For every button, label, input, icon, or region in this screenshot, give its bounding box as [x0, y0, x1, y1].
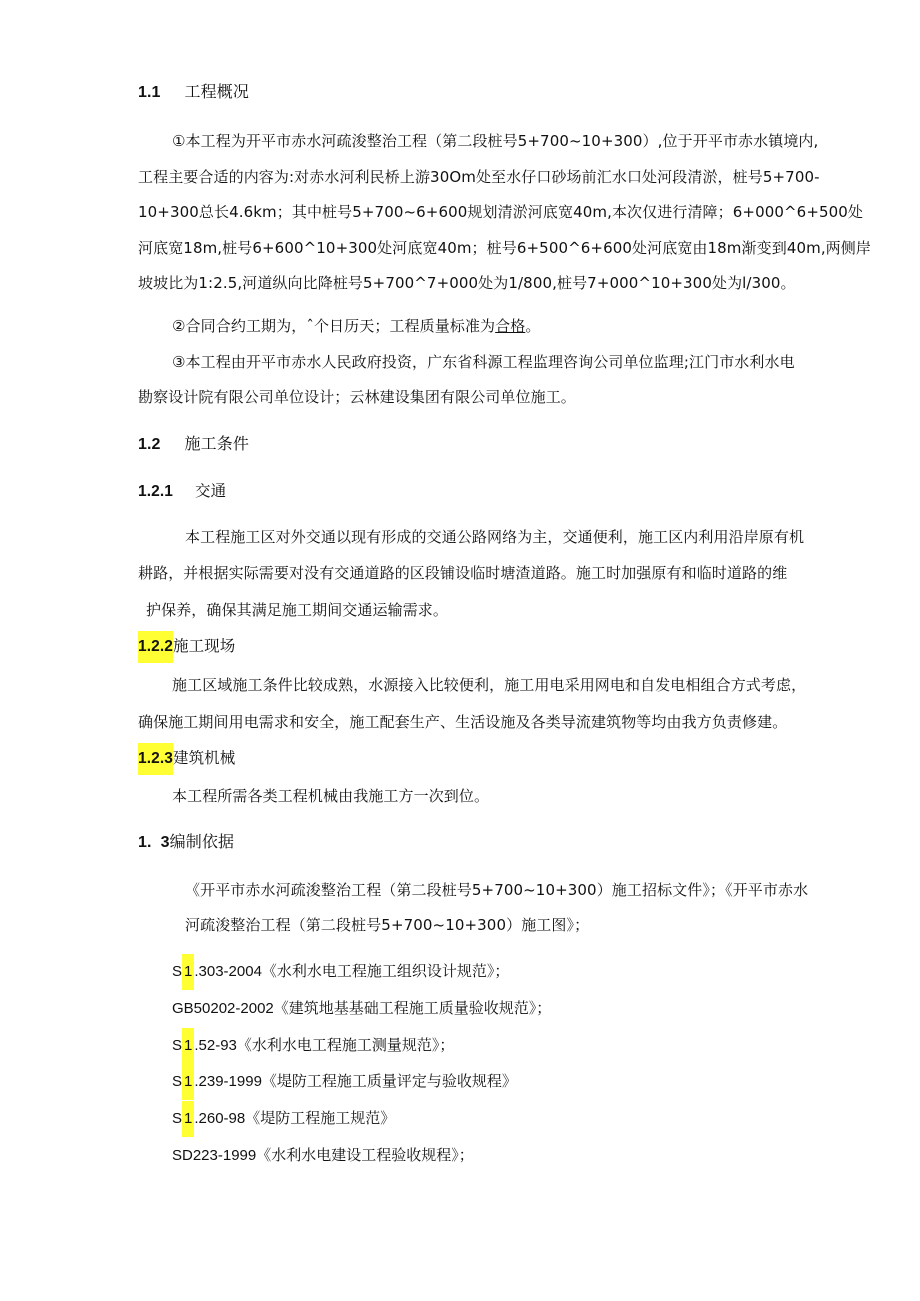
reference-code-prefix: S — [172, 963, 183, 980]
reference-item — [172, 1071, 517, 1092]
heading-1-1 — [138, 82, 249, 103]
reference-code: .52-93 — [194, 1037, 237, 1054]
reference-code-highlight: 1 — [182, 1064, 194, 1100]
reference-item — [172, 1145, 474, 1166]
heading-number: 1.2.1 — [138, 483, 173, 500]
reference-code-prefix: S — [172, 1073, 183, 1090]
reference-code-highlight: 1 — [182, 954, 194, 990]
heading-number: 1.2.3 — [138, 743, 173, 775]
reference-item — [172, 1035, 454, 1056]
reference-code-prefix: S — [172, 1037, 183, 1054]
reference-title: 《堤防工程施工规范》 — [245, 1109, 396, 1127]
reference-item — [172, 961, 509, 982]
paragraph-line: 《开平市赤水河疏浚整治工程（第二段桩号5+700~10+300）施工招标文件》；《开平市赤水 — [185, 881, 809, 899]
paragraph-line — [172, 316, 540, 336]
heading-title: 施工条件 — [184, 434, 249, 453]
reference-code: .239-1999 — [194, 1073, 262, 1090]
paragraph-line: 河疏浚整治工程（第二段桩号5+700~10+300）施工图》； — [185, 916, 590, 934]
heading-number: 1. 3 — [138, 834, 170, 851]
heading-title: 建筑机械 — [172, 749, 236, 767]
paragraph-line: 坡坡比为1:2.5,河道纵向比降桩号5+700^7+000处为1/800,桩号7+000^10+300处为l/300。 — [138, 274, 796, 292]
paragraph-line: 工程主要合适的内容为:对赤水河利民桥上游30Om处至水仔口砂场前汇水口处河段清淤，桩号5+700- — [138, 168, 820, 186]
paragraph-line: 本工程所需各类工程机械由我施工方一次到位。 — [172, 787, 490, 805]
reference-code: GB50202-2002 — [172, 1000, 274, 1017]
paragraph-line: 耕路，并根据实际需要对没有交通道路的区段铺设临时塘渣道路。施工时加强原有和临时道路的维 — [138, 564, 788, 582]
heading-1-2-3 — [138, 748, 235, 769]
heading-number: 1.2.2 — [138, 631, 173, 663]
heading-number: 1.1 — [138, 84, 161, 101]
reference-item — [172, 1108, 395, 1129]
paragraph-line: 护保养，确保其满足施工期间交通运输需求。 — [146, 601, 449, 619]
heading-1-3 — [138, 832, 234, 853]
underlined-text: 合格 — [495, 317, 526, 335]
heading-1-2-1 — [138, 481, 226, 502]
paragraph-line: 确保施工期间用电需求和安全，施工配套生产、生活设施及各类导流建筑物等均由我方负责修建。 — [138, 713, 788, 731]
heading-1-2 — [138, 434, 249, 455]
heading-title: 工程概况 — [184, 82, 249, 101]
heading-title: 编制依据 — [169, 832, 235, 851]
reference-code-highlight: 1 — [182, 1101, 194, 1137]
reference-code: .303-2004 — [194, 963, 262, 980]
reference-code: .260-98 — [194, 1110, 246, 1127]
reference-code-prefix: S — [172, 1110, 183, 1127]
reference-code: SD223-1999 — [172, 1147, 257, 1164]
heading-title: 交通 — [194, 482, 227, 500]
paragraph-line: 施工区域施工条件比较成熟，水源接入比较便利，施工用电采用网电和自发电相组合方式考虑， — [172, 676, 807, 694]
heading-1-2-2 — [138, 636, 235, 657]
reference-title: 《水利水电建设工程验收规程》； — [256, 1146, 474, 1164]
reference-title: 《堤防工程施工质量评定与验收规程》 — [261, 1072, 517, 1090]
reference-title: 《水利水电工程施工组织设计规范》； — [261, 962, 510, 980]
reference-code-highlight: 1 — [182, 1028, 194, 1064]
paragraph-line: ①本工程为开平市赤水河疏浚整治工程（第二段桩号5+700~10+300）,位于开平市赤水镇境内, — [172, 132, 819, 150]
reference-item — [172, 998, 551, 1019]
paragraph-text: 。 — [525, 317, 541, 335]
reference-title: 《水利水电工程施工测量规范》； — [236, 1036, 455, 1054]
paragraph-line: 本工程施工区对外交通以现有形成的交通公路网络为主，交通便利，施工区内利用沿岸原有机 — [185, 528, 805, 546]
reference-title: 《建筑地基基础工程施工质量验收规范》； — [273, 999, 552, 1017]
paragraph-line: 10+300总长4.6km；其中桩号5+700~6+600规划清淤河底宽40m,本次仅进行清障；6+000^6+500处 — [138, 203, 864, 221]
paragraph-line: ③本工程由开平市赤水人民政府投资，广东省科源工程监理咨询公司单位监理;江门市水利水电 — [172, 353, 795, 371]
paragraph-text: ②合同合约工期为，ˆ个日历天；工程质量标准为 — [172, 317, 496, 335]
heading-title: 施工现场 — [172, 637, 236, 655]
paragraph-line: 勘察设计院有限公司单位设计；云林建设集团有限公司单位施工。 — [138, 388, 576, 406]
heading-number: 1.2 — [138, 436, 161, 453]
paragraph-line: 河底宽18m,桩号6+600^10+300处河底宽40m；桩号6+500^6+600处河底宽由18m渐变到40m,两侧岸 — [138, 239, 871, 257]
